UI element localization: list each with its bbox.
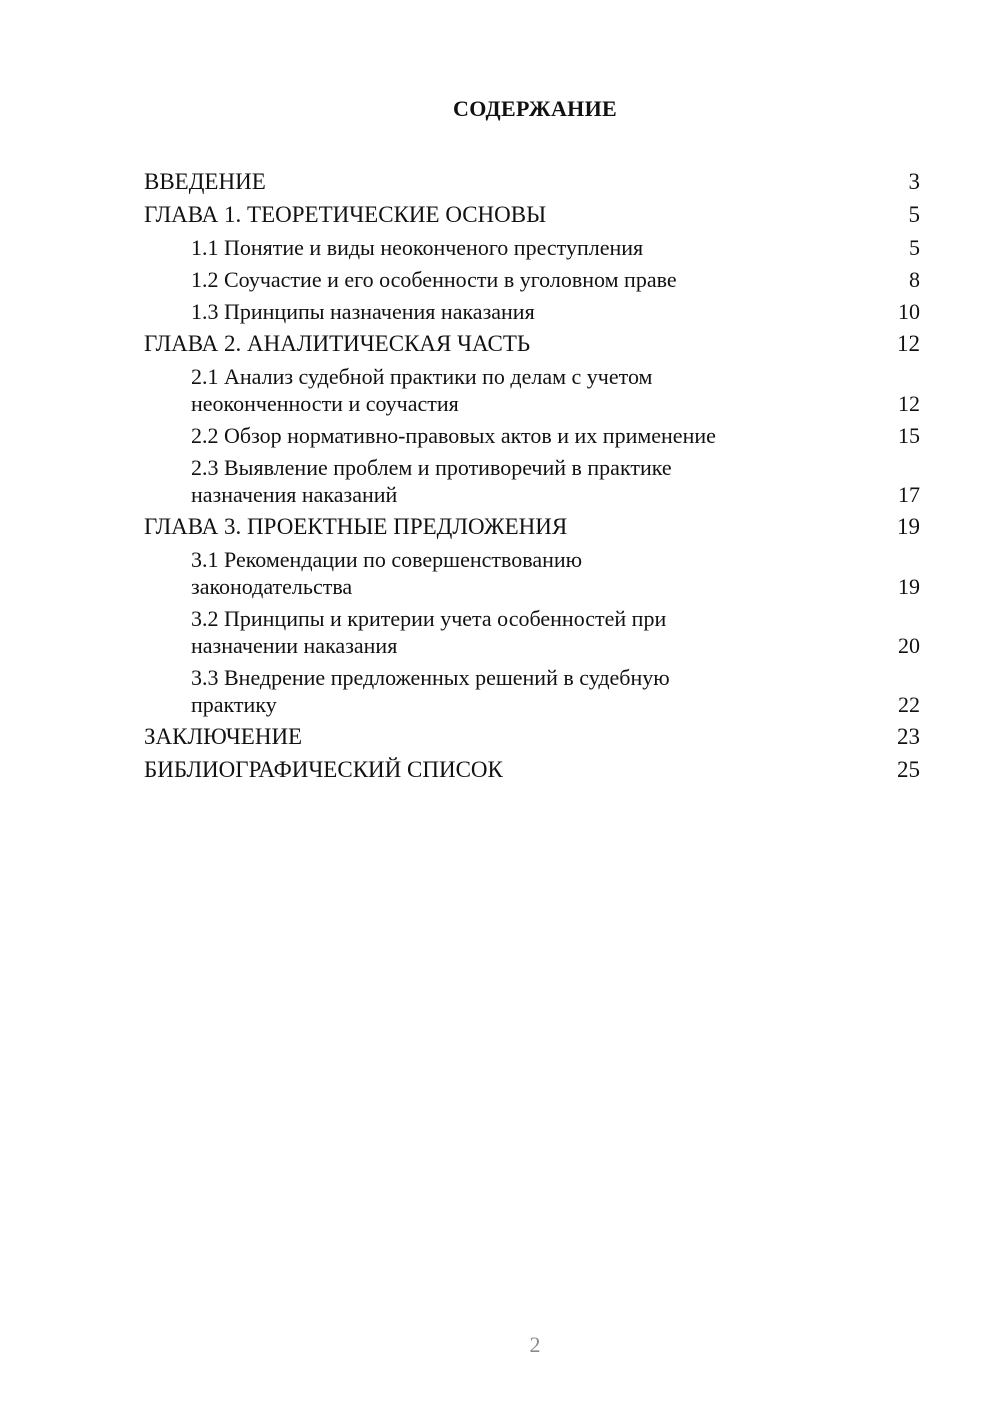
toc-entry-label xyxy=(191,363,890,417)
toc-entry-label xyxy=(191,454,890,508)
toc-entry-label-line: 2.1 Анализ судебной практики по делам с учетом xyxy=(191,364,653,389)
toc-entry-section-2-3 xyxy=(144,454,920,508)
toc-entry-label xyxy=(191,605,890,659)
toc-entry-label: ГЛАВА 1. ТЕОРЕТИЧЕСКИЕ ОСНОВЫ xyxy=(144,202,547,227)
toc-entry-label: ВВЕДЕНИЕ xyxy=(144,169,266,194)
toc-entry-label-line: 2.3 Выявление проблем и противоречий в практике xyxy=(191,455,672,480)
toc-entry-label-line: 3.3 Внедрение предложенных решений в судебную xyxy=(191,665,670,690)
toc-entry-label-line: 3.1 Рекомендации по совершенствованию xyxy=(191,547,583,572)
toc-entry-chapter-1 xyxy=(144,201,920,229)
toc-entry-page: 25 xyxy=(897,757,920,782)
toc-entry-page: 12 xyxy=(897,331,920,356)
toc-entry-chapter-2 xyxy=(144,330,920,358)
toc-entry-label: ГЛАВА 2. АНАЛИТИЧЕСКАЯ ЧАСТЬ xyxy=(144,331,531,356)
page-number: 2 xyxy=(529,1332,541,1357)
toc-entry-label: ГЛАВА 3. ПРОЕКТНЫЕ ПРЕДЛОЖЕНИЯ xyxy=(144,514,568,539)
toc-entry-section-1-2 xyxy=(144,266,920,293)
toc-entry-label-line: назначения наказаний xyxy=(191,482,398,507)
toc-entry-page: 3 xyxy=(908,169,920,194)
toc-entry-label: БИБЛИОГРАФИЧЕСКИЙ СПИСОК xyxy=(144,757,503,782)
toc-entry-page: 17 xyxy=(898,482,920,507)
toc-entry-page: 19 xyxy=(897,514,920,539)
toc-entry-label: ЗАКЛЮЧЕНИЕ xyxy=(144,724,303,749)
toc-entry-label-line: назначении наказания xyxy=(191,633,398,658)
page-title: СОДЕРЖАНИЕ xyxy=(453,96,617,121)
toc-entry-bibliography xyxy=(144,756,920,784)
toc-entry-page: 12 xyxy=(898,391,920,416)
toc-entry-page: 10 xyxy=(898,299,920,324)
toc-entry-section-1-1 xyxy=(144,234,920,261)
toc-entry-page: 5 xyxy=(908,202,920,227)
toc-entry-label-line: 3.2 Принципы и критерии учета особенностей при xyxy=(191,606,667,631)
toc-entry-page: 8 xyxy=(909,267,920,292)
toc-entry-page: 15 xyxy=(898,423,920,448)
toc-entry-label-line: законодательства xyxy=(191,574,353,599)
toc-entry-section-2-2 xyxy=(144,422,920,449)
toc-entry-label: 2.2 Обзор нормативно-правовых актов и их применение xyxy=(191,423,716,448)
toc-entry-chapter-3 xyxy=(144,513,920,541)
toc-entry-page: 5 xyxy=(909,235,920,260)
toc-entry-label xyxy=(191,664,890,718)
toc-entry-section-3-3 xyxy=(144,664,920,718)
toc-entry-page: 23 xyxy=(897,724,920,749)
toc-entry-section-2-1 xyxy=(144,363,920,417)
toc-entry-label-line: неоконченности и соучастия xyxy=(191,391,459,416)
table-of-contents xyxy=(144,168,920,789)
toc-entry-label: 1.3 Принципы назначения наказания xyxy=(191,299,535,324)
toc-entry-section-3-2 xyxy=(144,605,920,659)
toc-entry-section-1-3 xyxy=(144,298,920,325)
toc-entry-label-line: практику xyxy=(191,692,277,717)
toc-entry-page: 20 xyxy=(898,633,920,658)
toc-entry-page: 22 xyxy=(898,692,920,717)
toc-entry-section-3-1 xyxy=(144,546,920,600)
toc-entry-label xyxy=(191,546,890,600)
toc-entry-label: 1.1 Понятие и виды неоконченого преступления xyxy=(191,235,644,260)
toc-entry-page: 19 xyxy=(898,574,920,599)
toc-entry-conclusion xyxy=(144,723,920,751)
toc-entry-introduction xyxy=(144,168,920,196)
toc-entry-label: 1.2 Соучастие и его особенности в уголовном праве xyxy=(191,267,677,292)
